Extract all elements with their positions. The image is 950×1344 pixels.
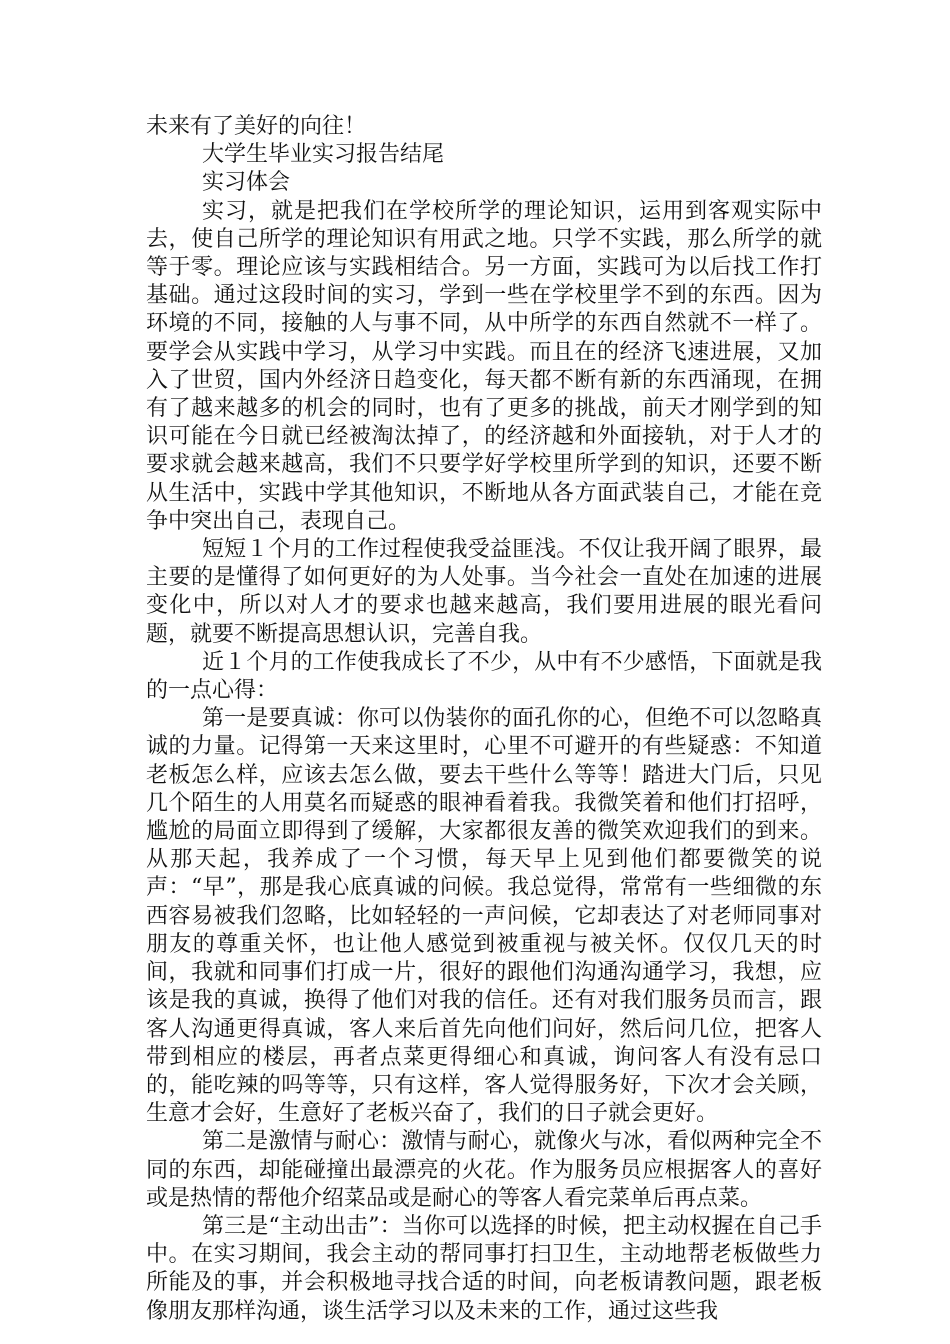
section-title: 大学生毕业实习报告结尾 <box>202 142 445 168</box>
paragraph: 短短１个月的工作过程使我受益匪浅。不仅让我开阔了眼界，最主要的是懂得了如何更好的为人处事。当今社会一直处在加速的进展变化中，所以对人才的要求也越来越高，我们要用进展的眼光看问题，就要不断提高思想认识，完善自我。 <box>146 537 822 647</box>
paragraph: 第一是要真诚：你可以伪装你的面孔你的心，但绝不可以忽略真诚的力量。记得第一天来这里时，心里不可避开的有些疑惑：不知道老板怎么样，应该去怎么做，要去干些什么等等！踏进大门后，只见几个陌生的人用莫名而疑惑的眼神看着我。我微笑着和他们打招呼，尴尬的局面立即得到了缓解，大家都很友善的微笑欢迎我们的到来。从那天起，我养成了一个习惯，每天早上见到他们都要微笑的说声：“早”，那是我心底真诚的问候。我总觉得，常常有一些细微的东西容易被我们忽略，比如轻轻的一声问候，它却表达了对老师同事对朋友的尊重关怀，也让他人感觉到被重视与被关怀。仅仅几天的时间，我就和同事们打成一片，很好的跟他们沟通沟通学习，我想，应该是我的真诚，换得了他们对我的信任。还有对我们服务员而言，跟客人沟通更得真诚，客人来后首先向他们问好，然后问几位，把客人带到相应的楼层，再者点菜更得细心和真诚，询问客人有没有忌口的，能吃辣的吗等等，只有这样，客人觉得服务好，下次才会关顾，生意才会好，生意好了老板兴奋了，我们的日子就会更好。 <box>146 706 822 1127</box>
paragraph: 近１个月的工作使我成长了不少，从中有不少感悟，下面就是我的一点心得： <box>146 649 822 704</box>
paragraph: 第二是激情与耐心：激情与耐心，就像火与冰，看似两种完全不同的东西，却能碰撞出最漂亮的火花。作为服务员应根据客人的喜好或是热情的帮他介绍菜品或是耐心的等客人看完菜单后再点菜。 <box>146 1129 822 1211</box>
paragraph-continuation: 未来有了美好的向往！ <box>146 114 367 139</box>
paragraph: 实习，就是把我们在学校所学的理论知识，运用到客观实际中去，使自己所学的理论知识有用武之地。只学不实践，那么所学的就等于零。理论应该与实践相结合。另一方面，实践可为以后找工作打基础。通过这段时间的实习，学到一些在学校里学不到的东西。因为环境的不同，接触的人与事不同，从中所学的东西自然就不一样了。要学会从实践中学习，从学习中实践。而且在的经济飞速进展，又加入了世贸，国内外经济日趋变化，每天都不断有新的东西涌现，在拥有了越来越多的机会的同时，也有了更多的挑战，前天才刚学到的知识可能在今日就已经被淘汰掉了，的经济越和外面接轨，对于人才的要求就会越来越高，我们不只要学好学校里所学到的知识，还要不断从生活中，实践中学其他知识，不断地从各方面武装自己，才能在竞争中突出自己，表现自己。 <box>146 198 822 534</box>
paragraph: 第三是“主动出击”：当你可以选择的时候，把主动权握在自己手中。在实习期间，我会主动的帮同事打扫卫生，主动地帮老板做些力所能及的事，并会积极地寻找合适的时间，向老板请教问题，跟老板像朋友那样沟通，谈生活学习以及未来的工作，通过这些我 <box>146 1213 822 1324</box>
document-page <box>146 113 822 1326</box>
section-subtitle: 实习体会 <box>202 170 291 196</box>
